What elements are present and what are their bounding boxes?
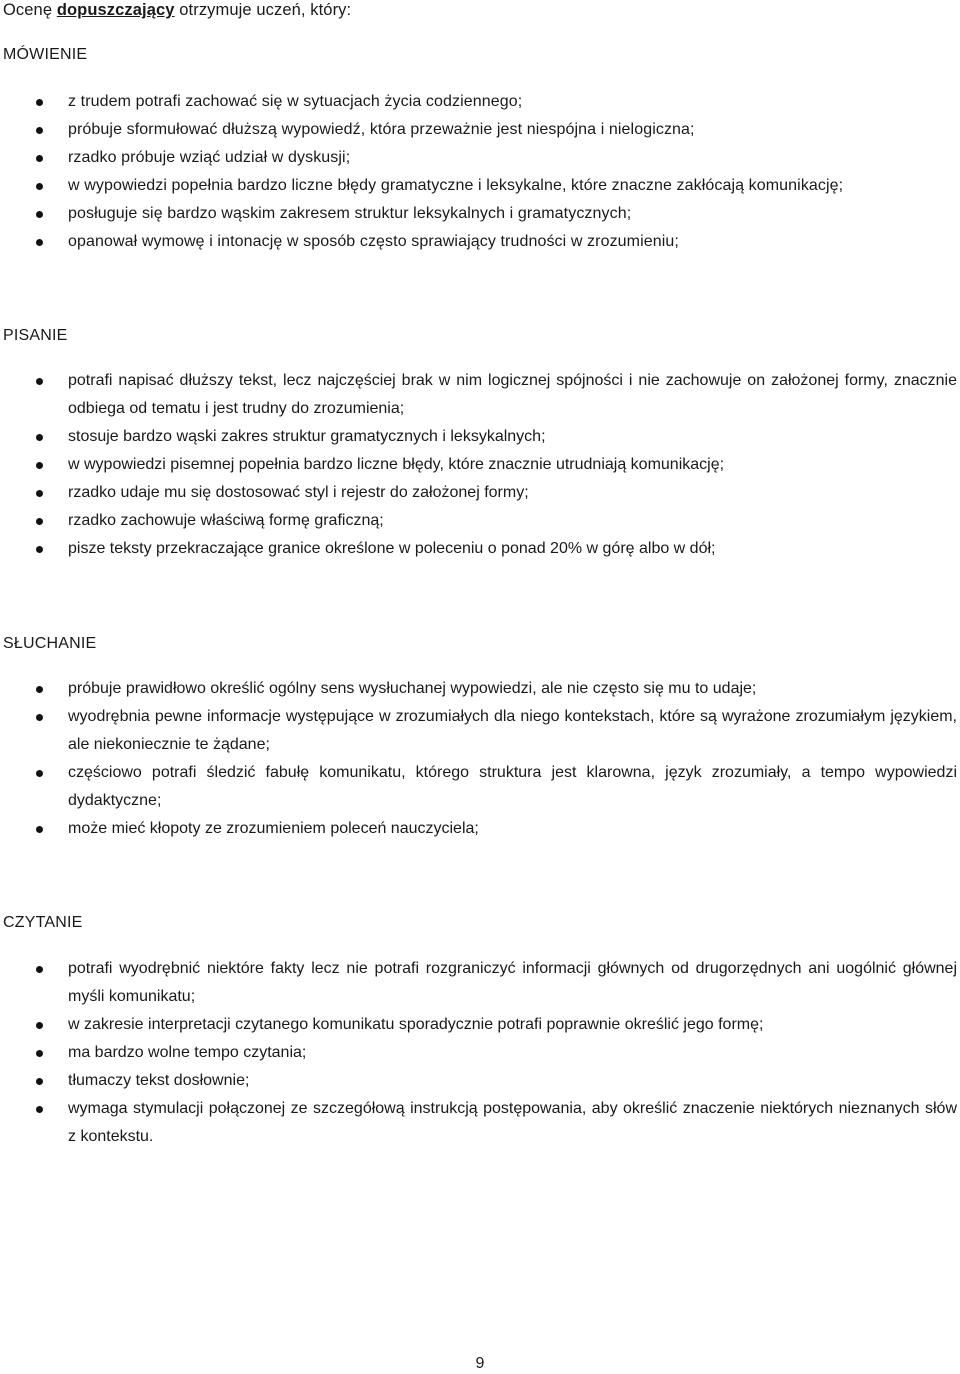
- section-list-sluchanie: [0, 675, 960, 843]
- list-item: stosuje bardzo wąski zakres struktur gramatycznych i leksykalnych;: [0, 423, 960, 451]
- list-item: ma bardzo wolne tempo czytania;: [0, 1039, 960, 1067]
- grade-name: dopuszczający: [56, 1, 175, 19]
- list-item: rzadko zachowuje właściwą formę graficzną;: [0, 507, 960, 535]
- list-item: pisze teksty przekraczające granice określone w poleceniu o ponad 20% w górę albo w dół;: [0, 535, 960, 563]
- bullet-icon: [36, 490, 43, 497]
- list-item: w wypowiedzi pisemnej popełnia bardzo liczne błędy, które znacznie utrudniają komunikację;: [0, 451, 960, 479]
- intro-prefix: Ocenę: [3, 1, 57, 19]
- bullet-icon: [36, 1022, 43, 1029]
- bullet-icon: [36, 1106, 43, 1113]
- list-item: potrafi wyodrębnić niektóre fakty lecz nie potrafi rozgraniczyć informacji głównych od drugorzędnych ani uogólnić głównej myśli komunikatu;: [0, 955, 960, 1011]
- list-item: wyodrębnia pewne informacje występujące w zrozumiałych dla niego kontekstach, które są wyrażone zrozumiałym językiem, ale niekoniecznie te żądane;: [0, 703, 960, 759]
- bullet-icon: [36, 99, 43, 106]
- list-item: z trudem potrafi zachować się w sytuacjach życia codziennego;: [0, 88, 960, 116]
- intro-suffix: otrzymuje uczeń, który:: [174, 1, 352, 19]
- bullet-icon: [36, 239, 43, 246]
- list-item: rzadko udaje mu się dostosować styl i rejestr do założonej formy;: [0, 479, 960, 507]
- list-item: może mieć kłopoty ze zrozumieniem poleceń nauczyciela;: [0, 815, 960, 843]
- list-item: potrafi napisać dłuższy tekst, lecz najczęściej brak w nim logicznej spójności i nie zachowuje on założonej formy, znacznie odbiega od tematu i jest trudny do zrozumienia;: [0, 367, 960, 423]
- list-item: w zakresie interpretacji czytanego komunikatu sporadycznie potrafi poprawnie określić jego formę;: [0, 1011, 960, 1039]
- bullet-icon: [36, 127, 43, 134]
- list-item: tłumaczy tekst dosłownie;: [0, 1067, 960, 1095]
- bullet-icon: [36, 966, 43, 973]
- list-item: w wypowiedzi popełnia bardzo liczne błędy gramatyczne i leksykalne, które znaczne zakłócają komunikację;: [0, 172, 960, 200]
- list-item: próbuje prawidłowo określić ogólny sens wysłuchanej wypowiedzi, ale nie często się mu to udaje;: [0, 675, 960, 703]
- list-item: rzadko próbuje wziąć udział w dyskusji;: [0, 144, 960, 172]
- bullet-icon: [36, 518, 43, 525]
- section-list-mowienie: [0, 88, 960, 256]
- section-list-czytanie: [0, 955, 960, 1151]
- bullet-icon: [36, 183, 43, 190]
- list-item: posługuje się bardzo wąskim zakresem struktur leksykalnych i gramatycznych;: [0, 200, 960, 228]
- bullet-icon: [36, 155, 43, 162]
- bullet-icon: [36, 1078, 43, 1085]
- bullet-icon: [36, 462, 43, 469]
- section-list-pisanie: [0, 367, 960, 563]
- section-heading-mowienie: MÓWIENIE: [3, 46, 88, 63]
- bullet-icon: [36, 1050, 43, 1057]
- section-heading-sluchanie: SŁUCHANIE: [3, 635, 97, 652]
- intro-line: [3, 0, 351, 20]
- section-heading-pisanie: PISANIE: [3, 327, 68, 344]
- list-item: opanował wymowę i intonację w sposób często sprawiający trudności w zrozumieniu;: [0, 228, 960, 256]
- bullet-icon: [36, 434, 43, 441]
- bullet-icon: [36, 770, 43, 777]
- bullet-icon: [36, 826, 43, 833]
- page-number: 9: [475, 1355, 485, 1372]
- bullet-icon: [36, 714, 43, 721]
- list-item: częściowo potrafi śledzić fabułę komunikatu, którego struktura jest klarowna, język zrozumiały, a tempo wypowiedzi dydaktyczne;: [0, 759, 960, 815]
- bullet-icon: [36, 378, 43, 385]
- list-item: wymaga stymulacji połączonej ze szczegółową instrukcją postępowania, aby określić znaczenie niektórych nieznanych słów z kontekstu.: [0, 1095, 960, 1151]
- bullet-icon: [36, 546, 43, 553]
- bullet-icon: [36, 686, 43, 693]
- bullet-icon: [36, 211, 43, 218]
- section-heading-czytanie: CZYTANIE: [3, 914, 83, 931]
- list-item: próbuje sformułować dłuższą wypowiedź, która przeważnie jest niespójna i nielogiczna;: [0, 116, 960, 144]
